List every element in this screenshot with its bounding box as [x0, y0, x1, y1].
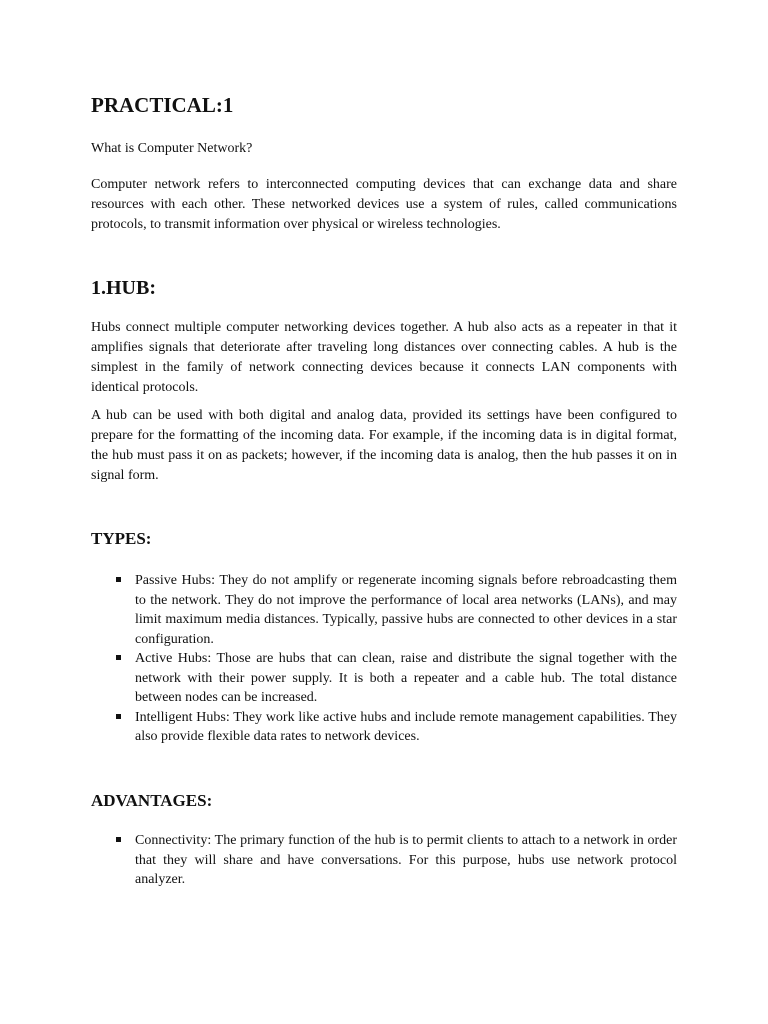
intro-paragraph: Computer network refers to interconnected computing devices that can exchange data and share resources with each other. These networked devices use a system of rules, called communications protocols, to transmit information over physical or wireless technologies.: [91, 177, 677, 232]
list-item-active-hubs: Active Hubs: Those are hubs that can clean, raise and distribute the signal together with the network with their power supply. It is both a repeater and a cable hub. The total distance between nodes can be increased.: [135, 649, 677, 708]
advantages-list: [135, 831, 677, 890]
types-list: [135, 571, 677, 747]
hub-heading: 1.HUB:: [91, 277, 156, 299]
advantages-heading: ADVANTAGES:: [91, 791, 213, 810]
page-title: PRACTICAL:1: [91, 93, 234, 117]
list-item-passive-hubs: Passive Hubs: They do not amplify or regenerate incoming signals before rebroadcasting them to the network. They do not improve the performance of local area networks (LANs), and may limit maximum media distances. Typically, passive hubs are connected to other devices in a star configuration.: [135, 571, 677, 649]
hub-paragraph-2: A hub can be used with both digital and analog data, provided its settings have been configured to prepare for the formatting of the incoming data. For example, if the incoming data is in digital format, the hub must pass it on as packets; however, if the incoming data is analog, then the hub passes it on in signal form.: [91, 408, 677, 483]
list-item-connectivity: Connectivity: The primary function of the hub is to permit clients to attach to a network in order that they will share and have conversations. For this purpose, hubs use network protocol analyzer.: [135, 831, 677, 890]
question-text: What is Computer Network?: [91, 141, 253, 156]
hub-paragraph-1: Hubs connect multiple computer networking devices together. A hub also acts as a repeater in that it amplifies signals that deteriorate after traveling long distances over connecting cables. A hub is the simplest in the family of network connecting devices because it connects LAN components with identical protocols.: [91, 320, 677, 395]
list-item-intelligent-hubs: Intelligent Hubs: They work like active hubs and include remote management capabilities. They also provide flexible data rates to network devices.: [135, 708, 677, 747]
types-heading: TYPES:: [91, 529, 152, 548]
